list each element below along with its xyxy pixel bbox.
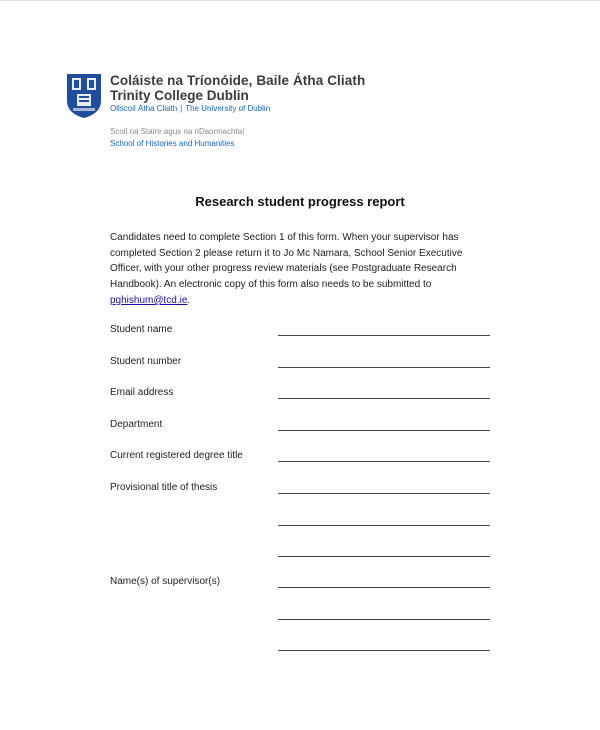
form-row-thesis-title-line-2 <box>110 514 500 528</box>
intro-text: Candidates need to complete Section 1 of this form. When your supervisor has completed Section 2 please return it to Jo Mc Namara, School Senior Executive Officer, with your other progress review materials (see Postgraduate Research Handbook). An electronic copy of this form also needs to be submitted to <box>110 232 463 291</box>
department-field[interactable] <box>278 430 490 431</box>
thesis-title-field-line-2[interactable] <box>278 525 490 526</box>
degree-title-field[interactable] <box>278 461 490 462</box>
student-name-field[interactable] <box>278 335 490 336</box>
thesis-title-field[interactable] <box>278 493 490 494</box>
form-row-supervisors-line-2 <box>110 608 500 622</box>
page-title: Research student progress report <box>195 194 405 209</box>
form-row-email-address <box>110 387 500 401</box>
form-row-department <box>110 419 500 433</box>
supervisors-field-line-3[interactable] <box>278 650 490 651</box>
college-subtitle-separator: | <box>180 104 183 113</box>
field-label: Name(s) of supervisor(s) <box>110 576 221 587</box>
email-address-field[interactable] <box>278 398 490 399</box>
school-name-english: School of Histories and Humanities <box>110 139 235 148</box>
form-row-supervisors <box>110 576 500 590</box>
supervisors-field[interactable] <box>278 587 490 588</box>
form-row-thesis-title-line-3 <box>110 545 500 559</box>
field-label: Department <box>110 419 163 430</box>
field-label: Student number <box>110 356 182 367</box>
form-row-supervisors-line-3 <box>110 639 500 653</box>
school-name-irish: Scoil na Staire agus na nDaonnachtaí <box>110 127 245 136</box>
form-row-student-number <box>110 356 500 370</box>
thesis-title-field-line-3[interactable] <box>278 556 490 557</box>
form-row-thesis-title <box>110 482 500 496</box>
college-name-irish: Coláiste na Tríonóide, Baile Átha Cliath <box>110 73 366 88</box>
field-label: Student name <box>110 324 173 335</box>
email-link[interactable]: pghishum@tcd.ie <box>110 294 188 306</box>
form-row-student-name <box>110 324 500 338</box>
university-crest-icon <box>66 73 102 119</box>
field-label: Current registered degree title <box>110 450 243 461</box>
college-name-english: Trinity College Dublin <box>110 88 249 103</box>
supervisors-field-line-2[interactable] <box>278 619 490 620</box>
college-subtitle-irish: Ollscoil Átha Cliath <box>110 104 178 113</box>
student-number-field[interactable] <box>278 367 490 368</box>
college-subtitle <box>110 104 270 113</box>
form-row-degree-title <box>110 450 500 464</box>
intro-paragraph <box>110 230 475 309</box>
college-subtitle-english: The University of Dublin <box>185 104 271 113</box>
field-label: Email address <box>110 387 174 398</box>
intro-end: . <box>187 294 191 306</box>
field-label: Provisional title of thesis <box>110 482 218 493</box>
